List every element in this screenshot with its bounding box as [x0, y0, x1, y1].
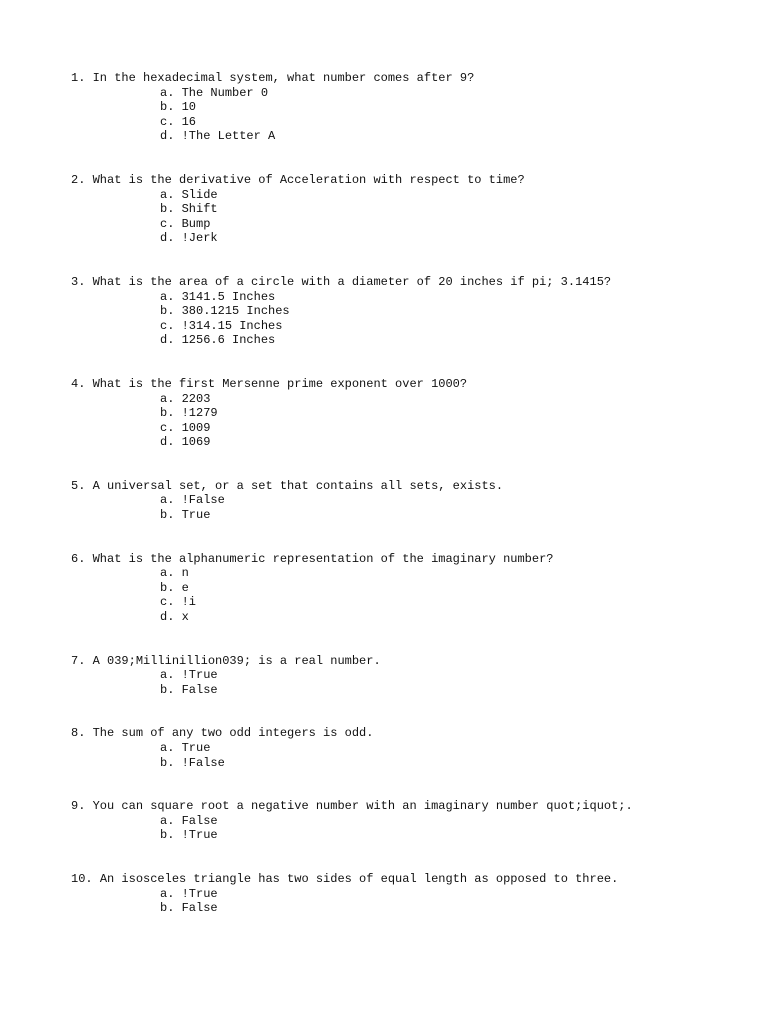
option-text: False [181, 813, 218, 828]
answer-option [71, 115, 751, 130]
option-letter: c. [160, 318, 175, 333]
answer-option [71, 814, 751, 829]
answer-option [71, 217, 751, 232]
answer-option [71, 610, 751, 625]
answer-option [71, 901, 751, 916]
option-text: !False [181, 493, 225, 508]
option-letter: b. [160, 755, 175, 770]
question-text: What is the derivative of Acceleration with respect to time? [92, 172, 525, 187]
option-text: The Number 0 [181, 85, 269, 100]
option-letter: d. [160, 129, 175, 144]
option-letter: a. [160, 289, 175, 304]
answer-option [71, 290, 751, 305]
option-letter: b. [160, 406, 175, 421]
answer-option [71, 756, 751, 771]
option-text: 380.1215 Inches [181, 304, 290, 319]
question-text: A universal set, or a set that contains all sets, exists. [92, 478, 504, 493]
answer-option [71, 741, 751, 756]
answer-option [71, 231, 751, 246]
option-letter: b. [160, 202, 175, 217]
option-text: Bump [181, 216, 211, 231]
option-text: True [181, 508, 211, 523]
question-line [71, 173, 751, 188]
question-number: 5. [71, 478, 86, 493]
option-text: 10 [181, 100, 197, 115]
option-letter: c. [160, 595, 175, 610]
question-line [71, 71, 751, 86]
option-letter: a. [160, 886, 175, 901]
option-text: !Jerk [181, 231, 218, 246]
question-line [71, 377, 751, 392]
question-line [71, 275, 751, 290]
option-letter: b. [160, 682, 175, 697]
answer-option [71, 508, 751, 523]
question-number: 10. [71, 871, 93, 886]
option-letter: c. [160, 114, 175, 129]
question-block [71, 479, 751, 523]
answer-option [71, 493, 751, 508]
option-text: 1256.6 Inches [181, 333, 276, 348]
question-block [71, 552, 751, 625]
question-number: 4. [71, 376, 86, 391]
question-block [71, 726, 751, 770]
question-block [71, 71, 751, 144]
option-letter: a. [160, 187, 175, 202]
option-letter: a. [160, 741, 175, 755]
answer-option [71, 100, 751, 115]
option-text: Shift [181, 202, 218, 217]
question-line [71, 872, 751, 887]
option-text: False [181, 901, 218, 916]
option-text: x [181, 610, 189, 625]
option-letter: b. [160, 304, 175, 319]
option-text: 16 [181, 114, 197, 129]
option-text: !True [181, 668, 218, 683]
option-text: !1279 [181, 406, 218, 421]
option-letter: c. [160, 420, 175, 435]
answer-option [71, 435, 751, 450]
question-block [71, 654, 751, 698]
option-text: !True [181, 828, 218, 843]
option-letter: c. [160, 216, 175, 231]
question-text: What is the first Mersenne prime exponent over 1000? [92, 376, 468, 391]
answer-option [71, 421, 751, 436]
answer-option [71, 406, 751, 421]
question-number: 1. [71, 71, 86, 85]
option-text: 1009 [181, 420, 211, 435]
answer-option [71, 581, 751, 596]
question-block [71, 872, 751, 916]
option-letter: b. [160, 100, 175, 115]
option-letter: d. [160, 231, 175, 246]
option-letter: d. [160, 333, 175, 348]
question-number: 9. [71, 799, 86, 814]
answer-option [71, 129, 751, 144]
question-text: A 039;Millinillion039; is a real number. [92, 653, 381, 668]
question-block [71, 799, 751, 843]
answer-option [71, 683, 751, 698]
option-letter: d. [160, 435, 175, 450]
question-block [71, 275, 751, 348]
question-text: You can square root a negative number with an imaginary number quot;iquot;. [92, 799, 633, 814]
option-text: 2203 [181, 391, 211, 406]
option-text: 3141.5 Inches [181, 289, 276, 304]
question-number: 3. [71, 274, 86, 289]
option-letter: b. [160, 580, 175, 595]
answer-option [71, 392, 751, 407]
option-letter: a. [160, 85, 175, 100]
question-line [71, 479, 751, 494]
question-text: An isosceles triangle has two sides of equal length as opposed to three. [99, 871, 619, 886]
option-letter: b. [160, 508, 175, 523]
question-line [71, 799, 751, 814]
option-letter: a. [160, 668, 175, 683]
answer-option [71, 333, 751, 348]
question-line [71, 654, 751, 669]
answer-option [71, 319, 751, 334]
question-number: 6. [71, 551, 86, 566]
question-number: 8. [71, 726, 86, 741]
option-text: e [181, 580, 189, 595]
question-line [71, 726, 751, 741]
question-text: What is the area of a circle with a diameter of 20 inches if pi; 3.1415? [92, 274, 612, 289]
answer-option [71, 887, 751, 902]
answer-option [71, 188, 751, 203]
option-text: 1069 [181, 435, 211, 450]
question-number: 2. [71, 172, 86, 187]
option-text: Slide [181, 187, 218, 202]
answer-option [71, 668, 751, 683]
option-letter: a. [160, 566, 175, 581]
answer-option [71, 304, 751, 319]
question-text: The sum of any two odd integers is odd. [92, 726, 374, 741]
option-text: False [181, 682, 218, 697]
question-text: What is the alphanumeric representation of the imaginary number? [92, 551, 554, 566]
quiz-document [71, 71, 751, 945]
option-letter: a. [160, 813, 175, 828]
question-block [71, 377, 751, 450]
option-text: True [181, 741, 211, 755]
option-text: !The Letter A [181, 129, 276, 144]
option-letter: a. [160, 391, 175, 406]
answer-option [71, 595, 751, 610]
question-number: 7. [71, 653, 86, 668]
option-text: !True [181, 886, 218, 901]
option-letter: a. [160, 493, 175, 508]
option-letter: b. [160, 828, 175, 843]
answer-option [71, 86, 751, 101]
question-block [71, 173, 751, 246]
option-text: !False [181, 755, 225, 770]
answer-option [71, 566, 751, 581]
option-text: !314.15 Inches [181, 318, 283, 333]
answer-option [71, 828, 751, 843]
answer-option [71, 202, 751, 217]
option-text: !i [181, 595, 197, 610]
option-letter: d. [160, 610, 175, 625]
question-text: In the hexadecimal system, what number comes after 9? [92, 71, 475, 85]
option-text: n [181, 566, 189, 581]
option-letter: b. [160, 901, 175, 916]
question-line [71, 552, 751, 567]
